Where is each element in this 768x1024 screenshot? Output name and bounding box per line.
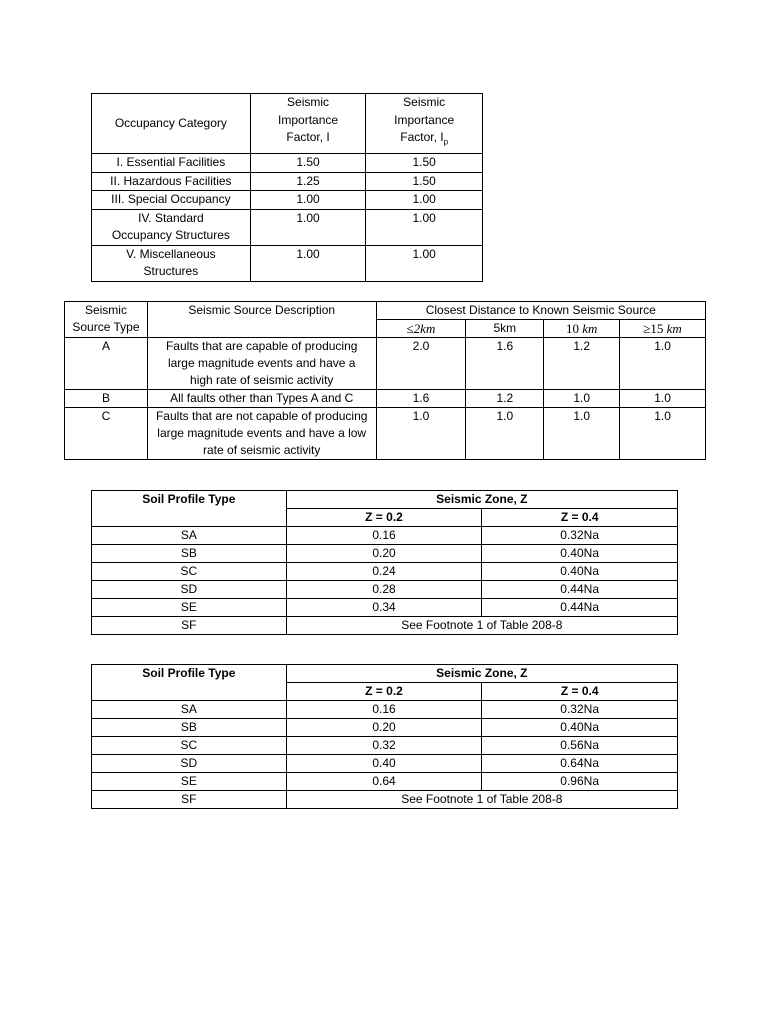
zone-0-2-header: Z = 0.2 [286,509,482,527]
soil-profile-type-header: Soil Profile Type [92,491,287,527]
distance-10km: 10 km [544,320,620,338]
importance-factor-table [91,93,483,282]
table-header-row [92,94,483,154]
table-header-row [92,665,678,683]
source-description-header: Seismic Source Description [147,302,376,338]
table-row: SD 0.28 0.44Na [92,581,678,599]
seismic-zone-header: Seismic Zone, Z [286,665,677,683]
table-row: C Faults that are not capable of producing large magnitude events and have a low rate of seismic activity 1.0 1.0 1.0 1.0 [65,408,706,460]
distance-ge-15km: ≥15 km [620,320,706,338]
zone-0-4-header: Z = 0.4 [482,683,678,701]
occupancy-category-header: Occupancy Category [92,94,251,154]
table-row: V. Miscellaneous Structures 1.00 1.00 [92,245,483,281]
seismic-zone-header: Seismic Zone, Z [286,491,677,509]
table-row: SA 0.16 0.32Na [92,527,678,545]
table-row: SE 0.34 0.44Na [92,599,678,617]
table-row: SA 0.16 0.32Na [92,701,678,719]
table-row: SC 0.24 0.40Na [92,563,678,581]
soil-profile-table-a [91,490,678,635]
table-row: SB 0.20 0.40Na [92,719,678,737]
table-header-row [92,491,678,509]
source-type-header: Seismic Source Type [65,302,148,338]
table-header-row [65,302,706,320]
importance-factor-i-header: Seismic Importance Factor, I [250,94,366,154]
table-row: SC 0.32 0.56Na [92,737,678,755]
table-row: B All faults other than Types A and C 1.6 1.2 1.0 1.0 [65,390,706,408]
distance-5km: 5km [466,320,544,338]
table-row: IV. Standard Occupancy Structures 1.00 1.00 [92,209,483,245]
soil-profile-type-header: Soil Profile Type [92,665,287,701]
soil-profile-table-b [91,664,678,809]
table-row: SB 0.20 0.40Na [92,545,678,563]
importance-factor-ip-header: Seismic Importance Factor, $I_p$ [366,94,483,154]
zone-0-4-header: Z = 0.4 [482,509,678,527]
table-row: SF See Footnote 1 of Table 208-8 [92,791,678,809]
zone-0-2-header: Z = 0.2 [286,683,482,701]
closest-distance-header: Closest Distance to Known Seismic Source [376,302,705,320]
table-row: SD 0.40 0.64Na [92,755,678,773]
table-row: I. Essential Facilities 1.50 1.50 [92,154,483,173]
table-row: II. Hazardous Facilities 1.25 1.50 [92,172,483,191]
seismic-source-table [64,301,706,460]
table-row: SE 0.64 0.96Na [92,773,678,791]
table-row: SF See Footnote 1 of Table 208-8 [92,617,678,635]
distance-le-2km: ≤2km [376,320,466,338]
table-row: A Faults that are capable of producing large magnitude events and have a high rate of seismic activity 2.0 1.6 1.2 1.0 [65,338,706,390]
table-row: III. Special Occupancy 1.00 1.00 [92,191,483,210]
